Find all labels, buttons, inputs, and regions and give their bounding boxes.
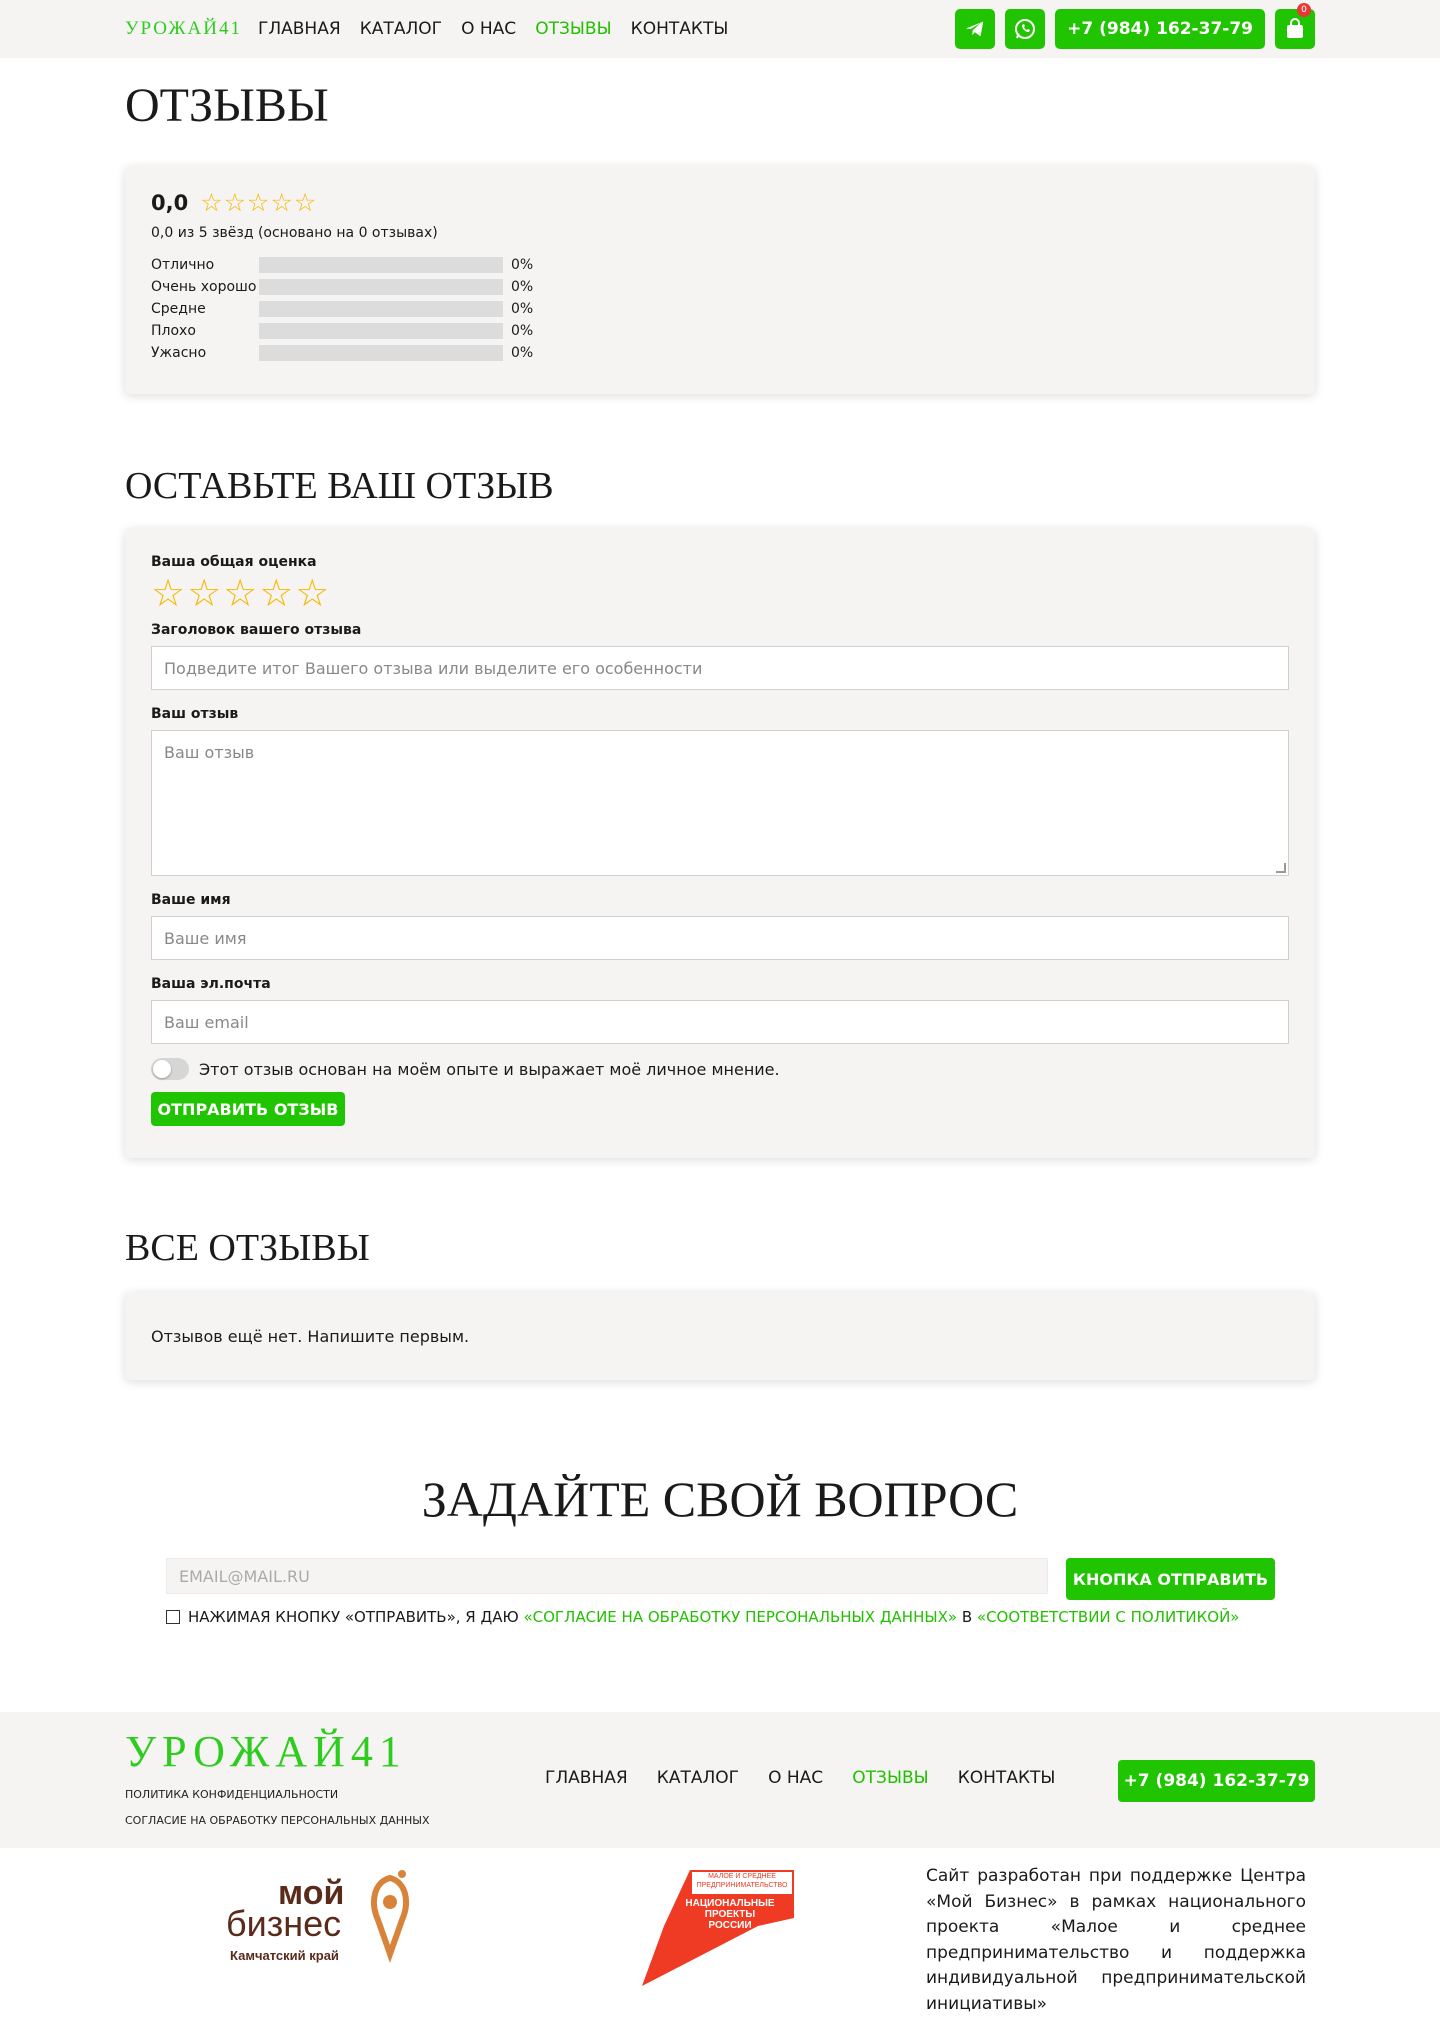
consent-mid: В (961, 1608, 973, 1626)
distribution-label: Средне (151, 301, 206, 317)
distribution-percent: 0% (511, 323, 534, 339)
footer-nav-item-home[interactable]: ГЛАВНАЯ (545, 1768, 628, 1788)
review-body-label: Ваш отзыв (151, 706, 239, 722)
header-nav (258, 19, 742, 39)
distribution-bar (259, 279, 503, 295)
rating-caption: 0,0 из 5 звёзд (основано на 0 отзывах) (151, 225, 438, 241)
distribution-bar (259, 323, 503, 339)
rating-distribution (151, 254, 1289, 364)
distribution-bar (259, 257, 503, 273)
personal-data-consent-link[interactable]: СОГЛАСИЕ НА ОБРАБОТКУ ПЕРСОНАЛЬНЫХ ДАННЫХ (125, 1814, 430, 1827)
support-text: Сайт разработан при поддержке Центра «Мой Бизнес» в рамках национального проекта «Малое и среднее предпринимательство и поддержка индивидуальной предпринимательской инициативы» (926, 1866, 1306, 2014)
footer-nav (545, 1768, 1079, 1788)
nav-item-contacts[interactable]: КОНТАКТЫ (630, 19, 729, 39)
question-submit-button[interactable]: КНОПКА ОТПРАВИТЬ (1066, 1558, 1275, 1600)
distribution-row (151, 276, 1289, 298)
page-title: ОТЗЫВЫ (125, 79, 329, 132)
distribution-percent: 0% (511, 301, 534, 317)
consent-checkbox[interactable] (166, 1610, 180, 1624)
distribution-row (151, 254, 1289, 276)
moy-biznes-region: Камчатский край (230, 1948, 339, 1963)
shopping-bag-icon (1285, 18, 1305, 40)
np-title-line1: НАЦИОНАЛЬНЫЕ (685, 1898, 775, 1909)
distribution-label: Ужасно (151, 345, 207, 361)
nav-item-home[interactable]: ГЛАВНАЯ (257, 19, 341, 39)
distribution-percent: 0% (511, 345, 534, 361)
distribution-label: Очень хорошо (151, 279, 257, 295)
site-header (0, 0, 1440, 58)
nav-item-about[interactable]: О НАС (461, 19, 517, 39)
np-title-line2: ПРОЕКТЫ (704, 1909, 756, 1920)
telegram-button[interactable] (955, 9, 995, 49)
resize-handle-icon[interactable] (1276, 863, 1286, 873)
rating-summary-card (125, 166, 1315, 394)
distribution-bar (259, 345, 503, 361)
question-email-input[interactable]: EMAIL@MAIL.RU (166, 1558, 1048, 1594)
np-title-line3: РОССИИ (708, 1920, 752, 1931)
distribution-bar (259, 301, 503, 317)
rating-label: Ваша общая оценка (151, 554, 317, 570)
distribution-label: Плохо (151, 323, 196, 339)
name-label: Ваше имя (151, 892, 231, 908)
footer-logo[interactable]: УРОЖАЙ41 (125, 1727, 407, 1776)
consent-link-policy[interactable]: «СООТВЕТСТВИИ С ПОЛИТИКОЙ» (976, 1608, 1240, 1626)
moy-biznes-line1: мой (278, 1874, 345, 1912)
review-form-card (125, 528, 1315, 1158)
review-title-input[interactable]: Подведите итог Вашего отзыва или выделите его особенности (151, 646, 1289, 690)
review-form-heading: ОСТАВЬТЕ ВАШ ОТЗЫВ (125, 465, 554, 507)
footer-nav-item-catalog[interactable]: КАТАЛОГ (656, 1768, 740, 1788)
privacy-policy-link[interactable]: ПОЛИТИКА КОНФИДЕНЦИАЛЬНОСТИ (125, 1788, 339, 1801)
review-title-label: Заголовок вашего отзыва (151, 622, 362, 638)
partners-section (0, 1848, 1440, 2014)
distribution-label: Отлично (151, 257, 215, 273)
np-title (680, 1898, 780, 1931)
cart-button[interactable] (1275, 5, 1315, 49)
average-stars: ☆☆☆☆☆ (200, 188, 318, 217)
email-input[interactable]: Ваш email (151, 1000, 1289, 1044)
footer-nav-item-contacts[interactable]: КОНТАКТЫ (957, 1768, 1056, 1788)
header-logo[interactable]: УРОЖАЙ41 (125, 18, 242, 39)
moy-biznes-line2: бизнес (226, 1903, 342, 1944)
experience-consent-toggle[interactable] (151, 1058, 189, 1080)
np-small-text: МАЛОЕ И СРЕДНЕЕ ПРЕДПРИНИМАТЕЛЬСТВО (696, 1873, 788, 1889)
question-heading: ЗАДАЙТЕ СВОЙ ВОПРОС (421, 1471, 1019, 1527)
average-rating: 0,0 (151, 190, 189, 215)
distribution-row (151, 320, 1289, 342)
distribution-percent: 0% (511, 257, 534, 273)
distribution-row (151, 342, 1289, 364)
consent-text (188, 1608, 1239, 1626)
moy-biznes-logo[interactable] (226, 1876, 426, 1986)
footer-nav-item-about[interactable]: О НАС (768, 1768, 824, 1788)
question-form (125, 1558, 1315, 1598)
question-consent (166, 1608, 1315, 1626)
cart-count-badge: 0 (1297, 3, 1311, 17)
email-label: Ваша эл.почта (151, 976, 271, 992)
reviews-empty-card (125, 1292, 1315, 1380)
name-input[interactable]: Ваше имя (151, 916, 1289, 960)
all-reviews-heading: ВСЕ ОТЗЫВЫ (125, 1227, 370, 1269)
nav-item-reviews[interactable]: ОТЗЫВЫ (535, 19, 612, 39)
whatsapp-button[interactable] (1005, 9, 1045, 49)
main-content (125, 78, 1315, 1626)
rocket-pin-icon (366, 1868, 414, 1964)
nav-item-catalog[interactable]: КАТАЛОГ (359, 19, 442, 39)
telegram-icon (964, 18, 986, 40)
national-projects-logo[interactable] (640, 1868, 800, 1988)
consent-prefix: НАЖИМАЯ КНОПКУ «ОТПРАВИТЬ», Я ДАЮ (188, 1608, 519, 1626)
footer-nav-item-reviews[interactable]: ОТЗЫВЫ (852, 1768, 929, 1788)
header-phone-button[interactable]: +7 (984) 162-37-79 (1055, 9, 1265, 49)
whatsapp-icon (1013, 17, 1037, 41)
submit-review-button[interactable]: ОТПРАВИТЬ ОТЗЫВ (151, 1092, 345, 1126)
review-body-placeholder: Ваш отзыв (164, 743, 255, 762)
no-reviews-text: Отзывов ещё нет. Напишите первым. (151, 1326, 470, 1346)
consent-link-personal-data[interactable]: «СОГЛАСИЕ НА ОБРАБОТКУ ПЕРСОНАЛЬНЫХ ДАННЫХ» (523, 1608, 958, 1626)
experience-consent-text: Этот отзыв основан на моём опыте и выражает моё личное мнение. (199, 1059, 780, 1079)
distribution-row (151, 298, 1289, 320)
experience-consent-row (151, 1058, 1289, 1080)
distribution-percent: 0% (511, 279, 534, 295)
footer-phone-button[interactable]: +7 (984) 162-37-79 (1118, 1760, 1315, 1802)
rating-stars-input[interactable]: ☆☆☆☆☆ (151, 571, 332, 615)
site-footer (0, 1712, 1440, 1848)
review-body-textarea[interactable] (151, 730, 1289, 876)
